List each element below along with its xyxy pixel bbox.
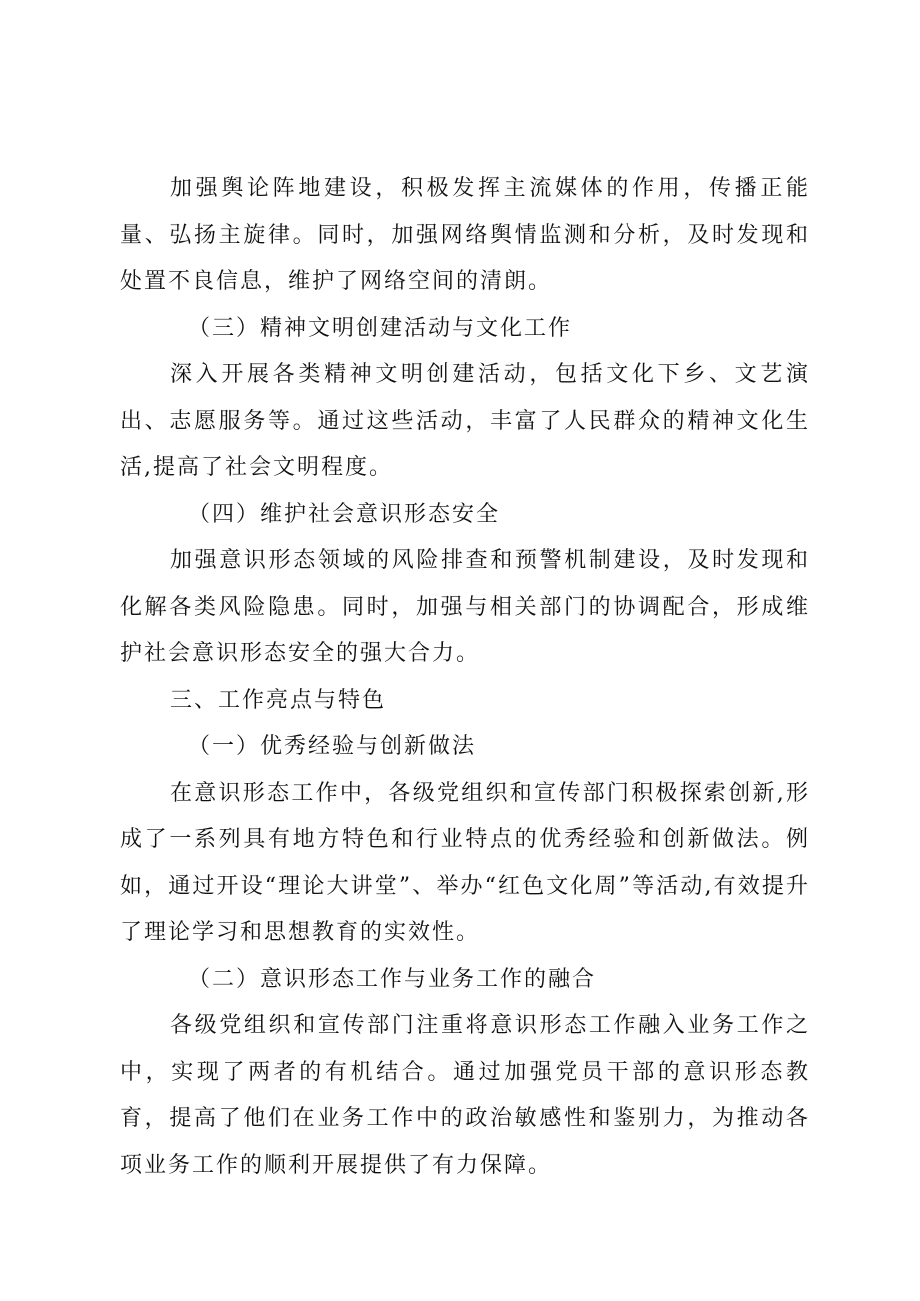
paragraph-risk-prevention: 加强意识形态领域的风险排查和预警机制建设，及时发现和化解各类风险隐患。同时，加强与相关部门的协调配合，形成维护社会意识形态安全的强大合力。 (120, 548, 810, 666)
paragraph-integration: 各级党组织和宣传部门注重将意识形态工作融入业务工作之中，实现了两者的有机结合。通过加强党员干部的意识形态教育，提高了他们在业务工作中的政治敏感性和鉴别力，为推动各项业务工作的顺利开展提供了有力保障。 (120, 1013, 810, 1178)
subheading-integration: （二）意识形态工作与业务工作的融合 (188, 966, 597, 992)
section-heading-highlights: 三、工作亮点与特色 (170, 687, 387, 713)
paragraph-public-opinion: 加强舆论阵地建设，积极发挥主流媒体的作用，传播正能量、弘扬主旋律。同时，加强网络舆情监测和分析，及时发现和处置不良信息，维护了网络空间的清朗。 (120, 176, 810, 294)
document-body (120, 166, 810, 1189)
paragraph-civilization-activities: 深入开展各类精神文明创建活动，包括文化下乡、文艺演出、志愿服务等。通过这些活动，丰富了人民群众的精神文化生活,提高了社会文明程度。 (120, 362, 810, 480)
paragraph-innovation: 在意识形态工作中，各级党组织和宣传部门积极探索创新,形成了一系列具有地方特色和行业特点的优秀经验和创新做法。例如，通过开设“理论大讲堂”、举办“红色文化周”等活动,有效提升了理论学习和思想教育的实效性。 (120, 780, 810, 945)
subheading-spiritual-civilization: （三）精神文明创建活动与文化工作 (188, 315, 573, 341)
subheading-innovation: （一）优秀经验与创新做法 (188, 734, 477, 759)
subheading-ideological-security: （四）维护社会意识形态安全 (188, 501, 501, 527)
